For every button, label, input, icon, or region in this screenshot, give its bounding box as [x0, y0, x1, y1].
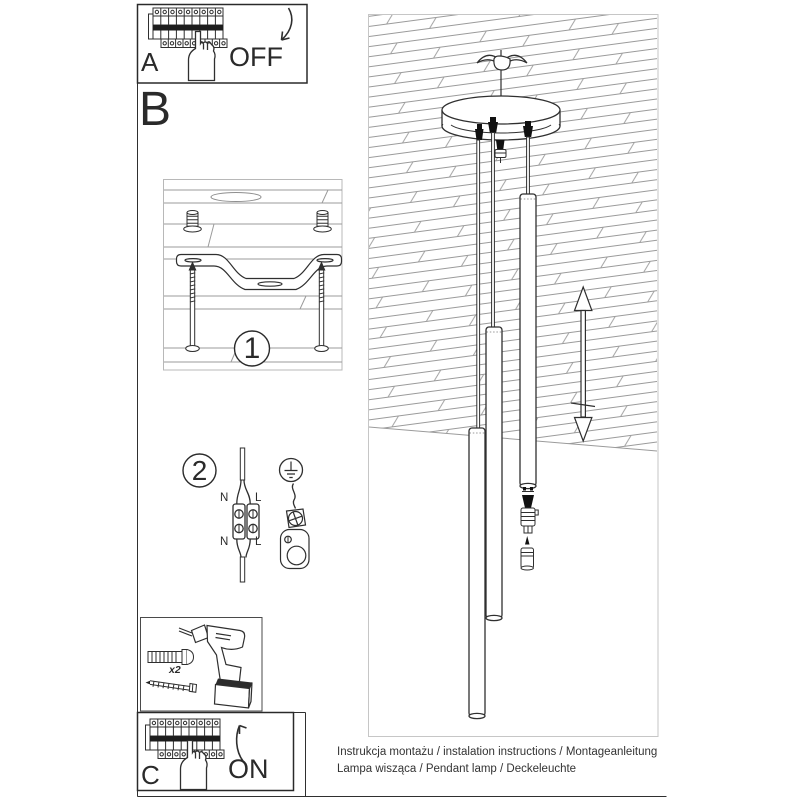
terminal-label-l-in: L — [255, 492, 262, 504]
terminal-label-n-in: N — [220, 492, 229, 504]
step2-badge: 2 — [191, 454, 208, 486]
ground-wire — [292, 484, 295, 509]
section-b-label: B — [139, 83, 172, 136]
terminal-block — [233, 504, 259, 539]
canopy — [442, 96, 560, 140]
ceiling-hatch — [369, 15, 657, 451]
terminal-label-n-out: N — [220, 536, 229, 548]
step1-badge: 1 — [243, 331, 261, 365]
footer-line-2: Lampa wisząca / Pendant lamp / Deckeleuchte — [337, 763, 577, 775]
panel-a-label: A — [141, 47, 159, 77]
footer-line-1: Instrukcja montażu / instalation instructions / Montageanleitung — [337, 746, 658, 758]
ground-symbol-icon — [280, 459, 303, 482]
panel-c-label: C — [141, 760, 160, 790]
ground-connector — [281, 509, 310, 569]
ceiling-hole — [211, 193, 261, 202]
anchor-count-label: x2 — [169, 664, 181, 676]
terminal-label-l-out: L — [255, 536, 262, 548]
panel-c-state: ON — [228, 754, 269, 784]
wall-plug-icon — [148, 650, 194, 665]
panel-a-state: OFF — [229, 42, 283, 72]
